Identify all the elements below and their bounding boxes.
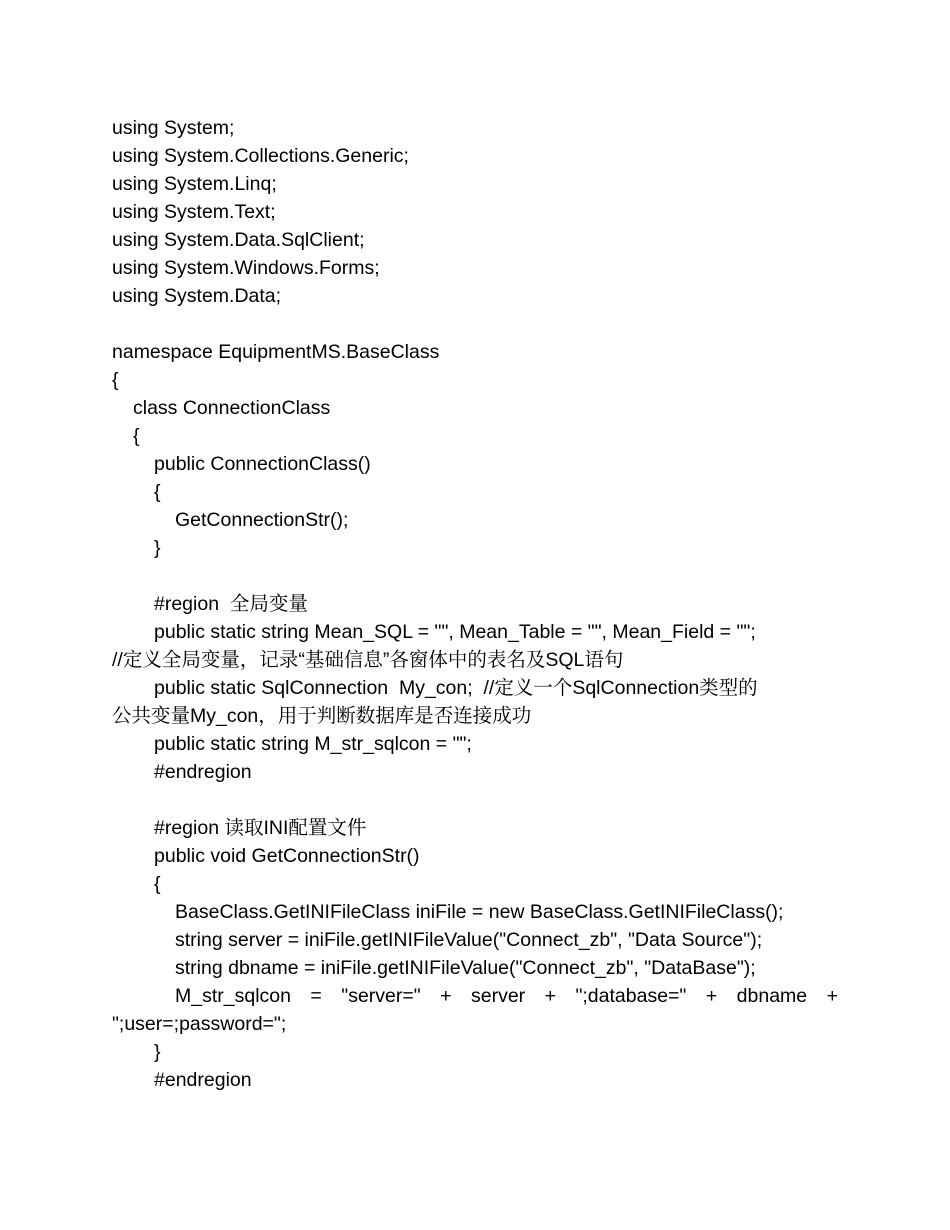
code-token: = — [310, 985, 322, 1007]
code-token: + — [705, 985, 718, 1007]
code-line: using System.Windows.Forms; — [112, 257, 380, 279]
code-line: GetConnectionStr(); — [175, 509, 349, 531]
code-token: "server=" — [341, 985, 421, 1007]
code-token: + — [440, 985, 452, 1007]
code-token: dbname — [736, 985, 808, 1007]
code-token: M_str_sqlcon — [175, 985, 291, 1007]
code-line: using System.Data; — [112, 285, 282, 307]
code-line: using System.Data.SqlClient; — [112, 229, 365, 251]
code-line: using System.Text; — [112, 201, 276, 223]
code-line: { — [154, 873, 161, 895]
code-line: namespace EquipmentMS.BaseClass — [112, 341, 440, 363]
code-line: class ConnectionClass — [133, 397, 331, 419]
code-token: server — [470, 985, 526, 1007]
code-line: ";user=;password="; — [112, 1013, 287, 1035]
code-line: 公共变量My_con，用于判断数据库是否连接成功 — [112, 705, 532, 727]
code-line: { — [112, 369, 119, 391]
blank-line — [112, 786, 838, 814]
code-line: public static string Mean_SQL = "", Mean_Table = "", Mean_Field = ""; — [154, 621, 756, 643]
code-token: + — [544, 985, 557, 1007]
code-token: ";database=" — [575, 985, 687, 1007]
code-line: #region 全局变量 — [154, 593, 308, 615]
code-line: public void GetConnectionStr() — [154, 845, 420, 867]
code-line: using System.Linq; — [112, 173, 277, 195]
code-line: string dbname = iniFile.getINIFileValue("Connect_zb", "DataBase"); — [175, 957, 756, 979]
code-line: public ConnectionClass() — [154, 453, 371, 475]
code-line: { — [154, 481, 161, 503]
code-line: string server = iniFile.getINIFileValue("Connect_zb", "Data Source"); — [175, 929, 763, 951]
code-line: #region 读取INI配置文件 — [154, 817, 367, 839]
code-listing — [112, 114, 838, 1094]
code-line: } — [154, 537, 161, 559]
code-line: public static string M_str_sqlcon = ""; — [154, 733, 472, 755]
code-line: BaseClass.GetINIFileClass iniFile = new BaseClass.GetINIFileClass(); — [175, 901, 784, 923]
code-line: #endregion — [154, 761, 252, 783]
code-line: using System.Collections.Generic; — [112, 145, 409, 167]
code-line: using System; — [112, 117, 235, 139]
blank-line — [112, 562, 838, 590]
code-line: { — [133, 425, 140, 447]
code-line-justified — [112, 982, 838, 1010]
code-line: #endregion — [154, 1069, 252, 1091]
code-line: } — [154, 1041, 161, 1063]
blank-line — [112, 310, 838, 338]
code-line: //定义全局变量，记录“基础信息”各窗体中的表名及SQL语句 — [112, 649, 624, 671]
code-line: public static SqlConnection My_con; //定义一个SqlConnection类型的 — [154, 677, 758, 699]
code-token: + — [826, 985, 838, 1007]
